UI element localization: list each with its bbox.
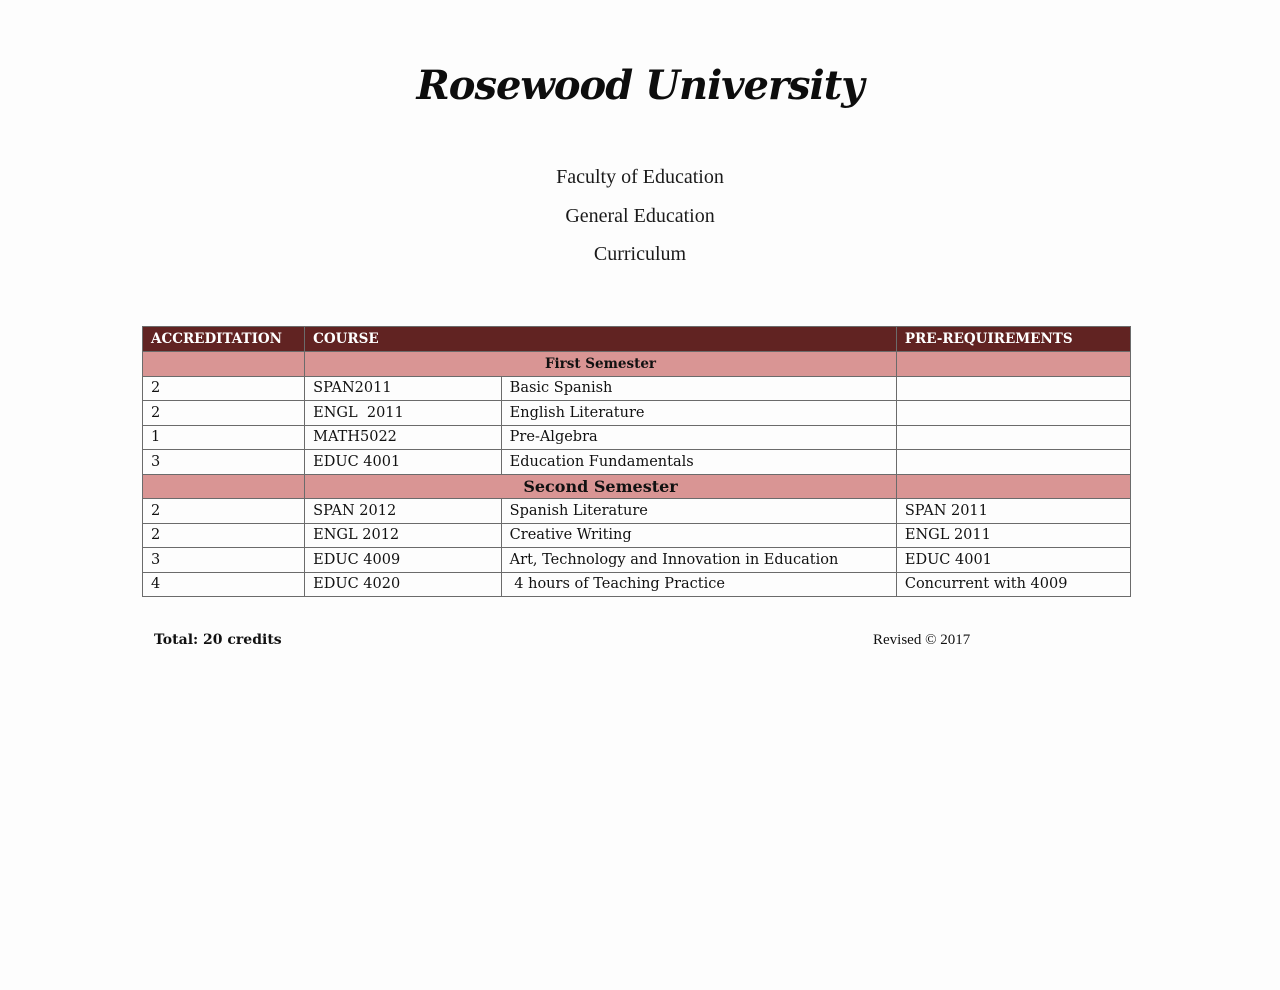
prereq-cell: Concurrent with 4009 bbox=[896, 572, 1130, 597]
credits-cell: 2 bbox=[143, 376, 305, 401]
table-row bbox=[143, 401, 1131, 426]
course-title-cell: Spanish Literature bbox=[501, 499, 896, 524]
program-title: General Education bbox=[565, 205, 715, 227]
prereq-cell bbox=[896, 401, 1130, 426]
course-code-cell: EDUC 4001 bbox=[305, 450, 502, 475]
faculty-title: Faculty of Education bbox=[556, 166, 724, 188]
header-course: COURSE bbox=[305, 327, 897, 352]
course-code-cell: ENGL 2011 bbox=[305, 401, 502, 426]
course-title-cell: Creative Writing bbox=[501, 523, 896, 548]
semester-row-second bbox=[143, 474, 1131, 499]
prereq-cell: ENGL 2011 bbox=[896, 523, 1130, 548]
semester-label: Second Semester bbox=[305, 474, 897, 499]
university-name: Rosewood University bbox=[416, 62, 864, 109]
table-row bbox=[143, 548, 1131, 573]
course-title-cell: English Literature bbox=[501, 401, 896, 426]
revised-note: Revised © 2017 bbox=[873, 632, 971, 648]
header-prerequirements: PRE-REQUIREMENTS bbox=[896, 327, 1130, 352]
curriculum-title: Curriculum bbox=[593, 243, 687, 265]
course-title-cell: Pre-Algebra bbox=[501, 425, 896, 450]
course-code-cell: SPAN 2012 bbox=[305, 499, 502, 524]
prereq-cell bbox=[896, 425, 1130, 450]
course-code-cell: MATH5022 bbox=[305, 425, 502, 450]
credits-cell: 4 bbox=[143, 572, 305, 597]
prereq-cell: EDUC 4001 bbox=[896, 548, 1130, 573]
total-credits: Total: 20 credits bbox=[154, 632, 282, 648]
prereq-cell bbox=[896, 376, 1130, 401]
table-row bbox=[143, 523, 1131, 548]
header-accreditation: ACCREDITATION bbox=[143, 327, 305, 352]
table-row bbox=[143, 499, 1131, 524]
credits-cell: 3 bbox=[143, 548, 305, 573]
prereq-cell: SPAN 2011 bbox=[896, 499, 1130, 524]
course-code-cell: EDUC 4009 bbox=[305, 548, 502, 573]
credits-cell: 2 bbox=[143, 401, 305, 426]
curriculum-table bbox=[142, 326, 1131, 597]
credits-cell: 1 bbox=[143, 425, 305, 450]
credits-cell: 2 bbox=[143, 523, 305, 548]
course-title-cell: Basic Spanish bbox=[501, 376, 896, 401]
table-row bbox=[143, 450, 1131, 475]
credits-cell: 2 bbox=[143, 499, 305, 524]
course-code-cell: EDUC 4020 bbox=[305, 572, 502, 597]
course-code-cell: SPAN2011 bbox=[305, 376, 502, 401]
course-title-cell: Art, Technology and Innovation in Education bbox=[501, 548, 896, 573]
course-title-cell: Education Fundamentals bbox=[501, 450, 896, 475]
semester-label: First Semester bbox=[305, 352, 897, 377]
course-code-cell: ENGL 2012 bbox=[305, 523, 502, 548]
semester-row-first bbox=[143, 352, 1131, 377]
table-row bbox=[143, 572, 1131, 597]
table-row bbox=[143, 425, 1131, 450]
credits-cell: 3 bbox=[143, 450, 305, 475]
course-title-cell: 4 hours of Teaching Practice bbox=[501, 572, 896, 597]
table-row bbox=[143, 376, 1131, 401]
table-header-row bbox=[143, 327, 1131, 352]
prereq-cell bbox=[896, 450, 1130, 475]
